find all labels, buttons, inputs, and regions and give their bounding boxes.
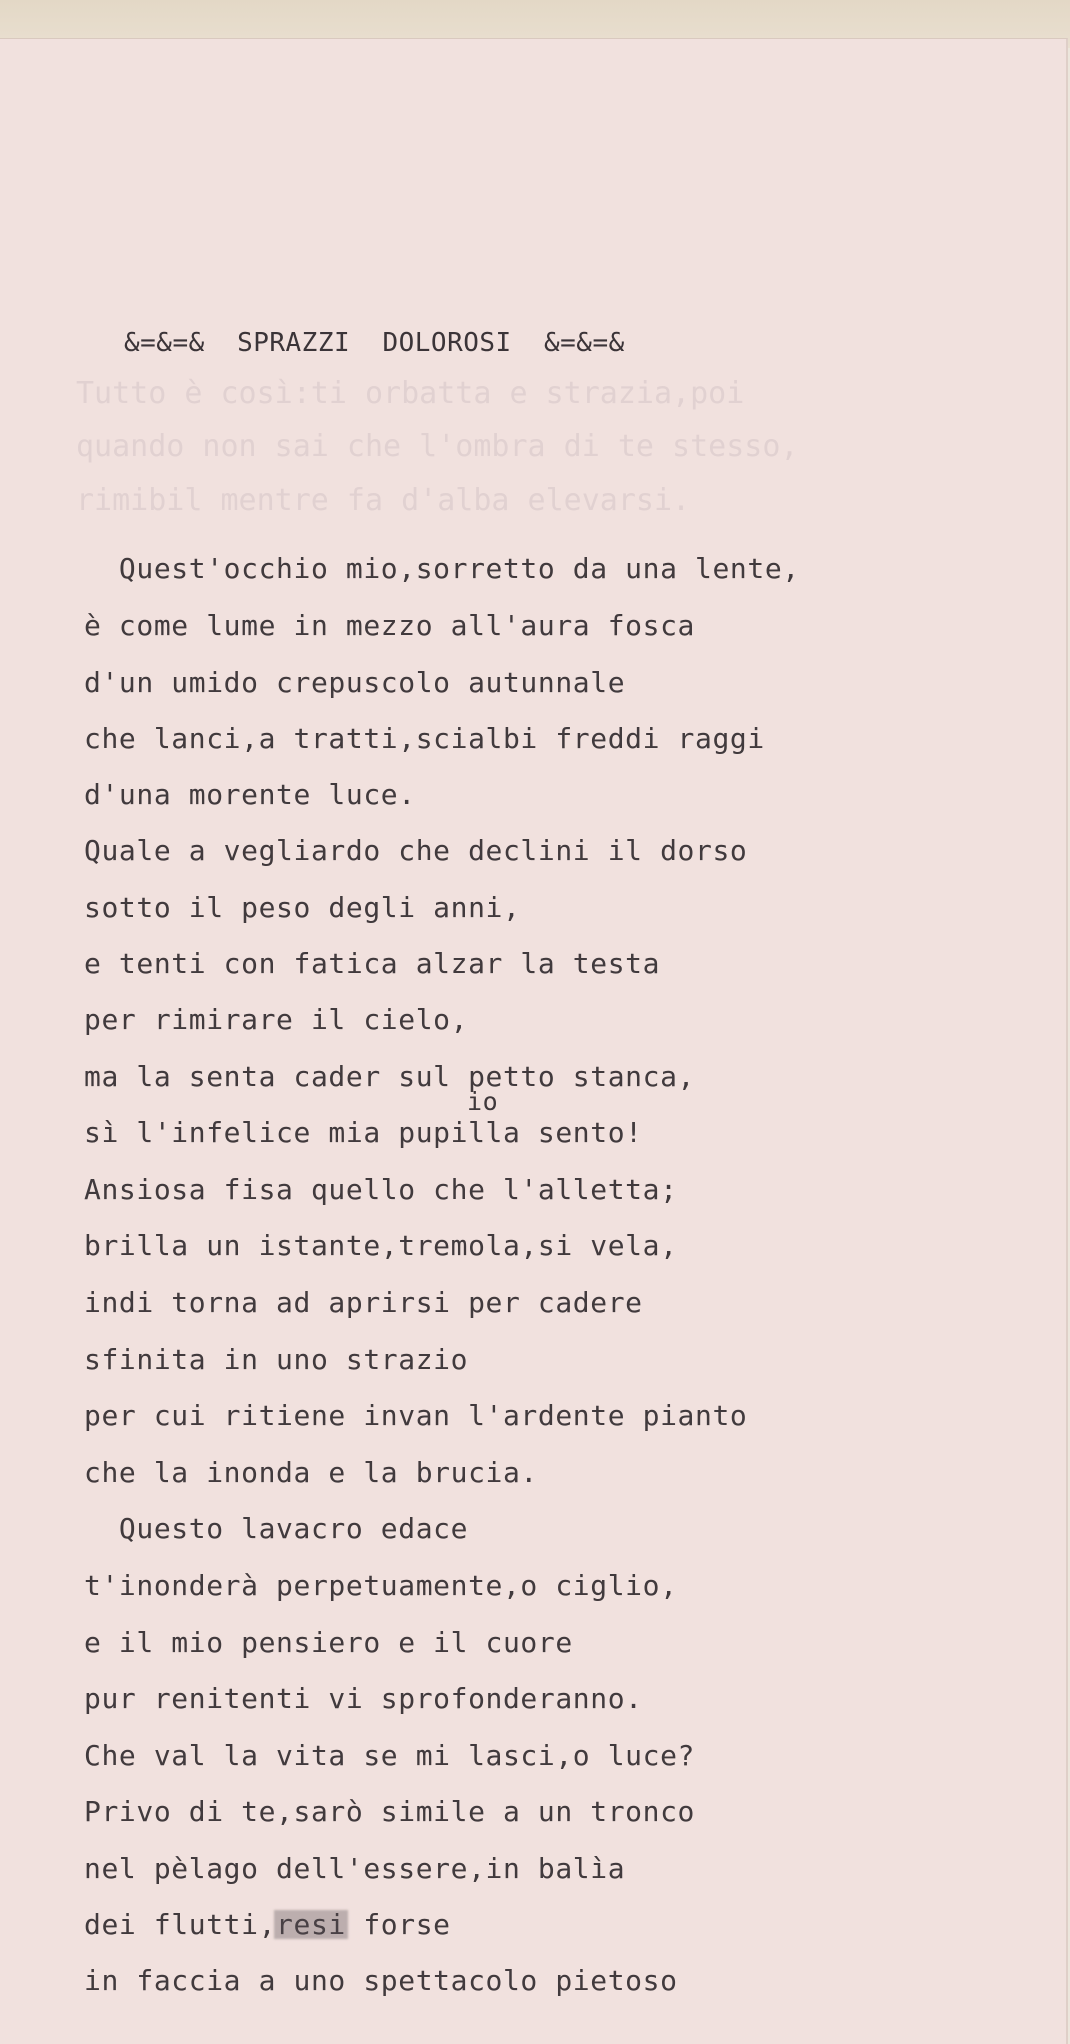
poem-title: &=&=& SPRAZZI DOLOROSI &=&=& <box>124 328 625 358</box>
poem-line: e il mio pensiero e il cuore <box>84 1626 573 1659</box>
typed-insertion: io <box>467 1087 499 1116</box>
poem-line: per cui ritiene invan l'ardente pianto <box>84 1399 748 1432</box>
line-prefix: dei flutti, <box>84 1908 277 1941</box>
poem-line: t'inonderà perpetuamente,o ciglio, <box>84 1569 678 1602</box>
poem-line: pur renitenti vi sprofonderanno. <box>84 1682 643 1715</box>
poem-line <box>84 1908 451 1941</box>
bleed-through-line: rimibil mentre fa d'alba elevarsi. <box>76 483 691 518</box>
poem-line: sì l'infelice mia pupilla sento! <box>84 1116 643 1149</box>
poem-line: che lanci,a tratti,scialbi freddi raggi <box>84 722 765 755</box>
poem-line: sfinita in uno strazio <box>84 1343 469 1376</box>
poem-line: che la inonda e la brucia. <box>84 1456 538 1489</box>
poem-line: Quale a vegliardo che declini il dorso <box>84 834 748 867</box>
poem-line: Che val la vita se mi lasci,o luce? <box>84 1739 696 1772</box>
poem-line: Privo di te,sarò simile a un tronco <box>84 1795 696 1828</box>
poem-line: nel pèlago dell'essere,in balìa <box>84 1852 626 1885</box>
poem-line: d'una morente luce. <box>84 778 416 811</box>
poem-line: brilla un istante,tremola,si vela, <box>84 1229 678 1262</box>
poem-line: in faccia a uno spettacolo pietoso <box>84 1964 678 1997</box>
poem-line: Questo lavacro edace <box>84 1512 469 1545</box>
poem-line: d'un umido crepuscolo autunnale <box>84 666 626 699</box>
poem-line: sotto il peso degli anni, <box>84 891 521 924</box>
poem-line: ma la senta cader sul petto stanca, <box>84 1060 696 1093</box>
bleed-through-line: Tutto è così:ti orbatta e strazia,poi <box>76 376 745 411</box>
poem-line: è come lume in mezzo all'aura fosca <box>84 609 696 642</box>
poem-line: Quest'occhio mio,sorretto da una lente, <box>84 552 800 585</box>
poem-line: Ansiosa fisa quello che l'alletta; <box>84 1173 678 1206</box>
poem-line: indi torna ad aprirsi per cadere <box>84 1286 643 1319</box>
poem-line: e tenti con fatica alzar la testa <box>84 947 661 980</box>
bleed-through-line: quando non sai che l'ombra di te stesso, <box>76 429 799 464</box>
poem-line: per rimirare il cielo, <box>84 1003 469 1036</box>
struck-word: resi <box>276 1908 346 1941</box>
line-suffix: forse <box>345 1908 451 1941</box>
